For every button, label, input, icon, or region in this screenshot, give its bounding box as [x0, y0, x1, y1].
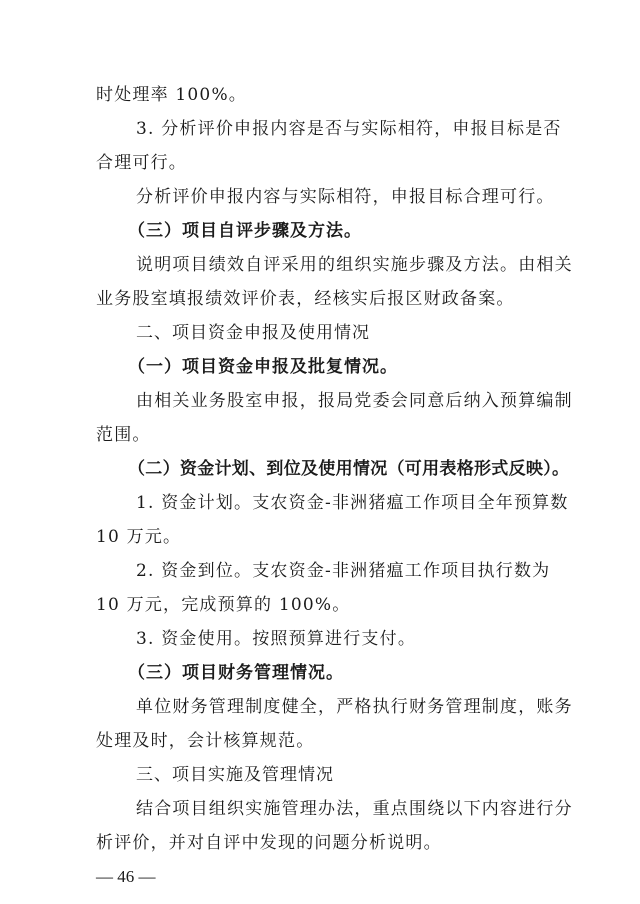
text-line: 由相关业务股室申报，报局党委会同意后纳入预算编制: [136, 391, 573, 411]
text-line: 分析评价申报内容与实际相符，申报目标合理可行。: [136, 187, 555, 207]
section-heading: （三）项目自评步骤及方法。: [128, 221, 362, 241]
section-heading: （一）项目资金申报及批复情况。: [128, 357, 398, 377]
text-line: 范围。: [96, 425, 151, 445]
text-line: 业务股室填报绩效评价表，经核实后报区财政备案。: [96, 289, 515, 309]
chapter-heading: 三、项目实施及管理情况: [136, 765, 334, 785]
text-line: 析评价，并对自评中发现的问题分析说明。: [96, 833, 442, 853]
text-line: 1. 资金计划。支农资金-非洲猪瘟工作项目全年预算数: [136, 493, 569, 513]
text-line: 3. 分析评价申报内容是否与实际相符，申报目标是否: [136, 119, 562, 139]
section-heading: （三）项目财务管理情况。: [128, 663, 344, 683]
section-heading: （二）资金计划、到位及使用情况（可用表格形式反映）。: [128, 459, 570, 479]
text-line: 10 万元，完成预算的 100%。: [96, 595, 351, 615]
text-line: 处理及时，会计核算规范。: [96, 731, 315, 751]
text-line: 单位财务管理制度健全，严格执行财务管理制度，账务: [136, 697, 573, 717]
text-line: 说明项目绩效自评采用的组织实施步骤及方法。由相关: [136, 255, 573, 275]
text-line: 合理可行。: [96, 153, 187, 173]
text-line: 10 万元。: [96, 527, 182, 547]
text-line: 结合项目组织实施管理办法，重点围绕以下内容进行分: [136, 799, 573, 819]
text-line: 时处理率 100%。: [96, 85, 248, 105]
text-line: 3. 资金使用。按照预算进行支付。: [136, 629, 417, 649]
text-line: 2. 资金到位。支农资金-非洲猪瘟工作项目执行数为: [136, 561, 551, 581]
chapter-heading: 二、项目资金申报及使用情况: [136, 323, 370, 343]
page-number: — 46 —: [96, 867, 156, 886]
